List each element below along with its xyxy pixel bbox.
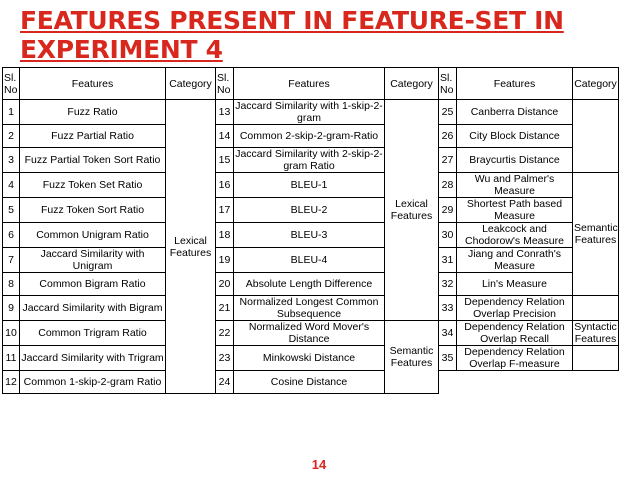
sl-no-cell: 8 [3, 273, 20, 296]
sl-no-cell: 33 [439, 296, 457, 321]
page-number: 14 [311, 457, 327, 472]
sl-no-cell: 3 [3, 148, 20, 173]
sl-no-cell: 34 [439, 321, 457, 346]
feature-cell: Fuzz Ratio [20, 100, 166, 125]
sl-no-cell: 24 [216, 371, 234, 394]
sl-no-cell: 32 [439, 273, 457, 296]
feature-cell: BLEU-1 [234, 173, 385, 198]
table-row [3, 371, 619, 394]
table-row [3, 248, 619, 273]
feature-cell: Fuzz Partial Ratio [20, 125, 166, 148]
header-features: Features [20, 68, 166, 100]
slide-title [20, 6, 620, 64]
sl-no-cell: 22 [216, 321, 234, 346]
feature-cell: Braycurtis Distance [457, 148, 573, 173]
category-cell-syntactic: Syntactic Features [574, 321, 617, 345]
category-cell-empty [573, 346, 619, 371]
table-row [3, 346, 619, 371]
sl-no-cell: 11 [3, 346, 20, 371]
sl-no-cell: 20 [216, 273, 234, 296]
feature-cell: BLEU-4 [234, 248, 385, 273]
category-cell-semantic: Semantic Features [385, 321, 439, 394]
sl-no-cell: 5 [3, 198, 20, 223]
header-sl-no: Sl. No [216, 68, 234, 100]
feature-cell: Fuzz Token Sort Ratio [20, 198, 166, 223]
header-features: Features [234, 68, 385, 100]
feature-cell: Fuzz Token Set Ratio [20, 173, 166, 198]
sl-no-cell: 13 [216, 100, 234, 125]
feature-cell: City Block Distance [457, 125, 573, 148]
table-row [3, 321, 619, 346]
feature-cell: Minkowski Distance [234, 346, 385, 371]
table-header-row [3, 68, 619, 100]
table-row [3, 173, 619, 198]
sl-no-cell: 26 [439, 125, 457, 148]
header-category: Category [573, 68, 619, 100]
sl-no-cell: 31 [439, 248, 457, 273]
sl-no-cell: 10 [3, 321, 20, 346]
category-cell-lexical: Lexical Features [385, 100, 439, 321]
feature-cell: BLEU-3 [234, 223, 385, 248]
category-cell-lexical: Lexical Features [166, 100, 216, 394]
feature-cell: Normalized Word Mover's Distance [234, 321, 385, 346]
feature-cell: Leakcock and Chodorow's Measure [457, 223, 573, 248]
feature-cell: Lin's Measure [457, 273, 573, 296]
feature-cell: BLEU-2 [234, 198, 385, 223]
sl-no-cell: 30 [439, 223, 457, 248]
feature-cell: Common 2-skip-2-gram-Ratio [234, 125, 385, 148]
feature-cell: Common Bigram Ratio [20, 273, 166, 296]
table-row [3, 296, 619, 321]
sl-no-cell: 17 [216, 198, 234, 223]
feature-cell: Jaccard Similarity with 2-skip-2-gram Ratio [235, 148, 383, 172]
feature-cell: Jiang and Conrath's Measure [457, 248, 573, 273]
feature-cell: Jaccard Similarity with Bigram [20, 296, 166, 321]
sl-no-cell: 23 [216, 346, 234, 371]
feature-cell: Jaccard Similarity with Unigram [20, 248, 166, 273]
sl-no-cell: 28 [439, 173, 457, 198]
header-features: Features [457, 68, 573, 100]
table-row [3, 198, 619, 223]
slide-title-line-1: FEATURES PRESENT IN FEATURE-SET IN [20, 6, 564, 35]
feature-cell: Absolute Length Difference [234, 273, 385, 296]
sl-no-cell: 18 [216, 223, 234, 248]
feature-cell: Jaccard Similarity with Trigram [20, 346, 166, 371]
table-row [3, 223, 619, 248]
feature-cell: Common 1-skip-2-gram Ratio [20, 371, 166, 394]
sl-no-cell: 12 [3, 371, 20, 394]
sl-no-cell: 29 [439, 198, 457, 223]
header-sl-no: Sl. No [439, 68, 457, 100]
sl-no-cell: 35 [439, 346, 457, 371]
feature-cell: Common Trigram Ratio [20, 321, 166, 346]
sl-no-cell: 7 [3, 248, 20, 273]
feature-cell: Dependency Relation Overlap Precision [457, 296, 573, 321]
feature-cell: Shortest Path based Measure [457, 198, 573, 223]
sl-no-cell: 14 [216, 125, 234, 148]
feature-cell: Dependency Relation Overlap F-measure [457, 346, 573, 371]
sl-no-cell: 15 [216, 148, 234, 173]
table-row [3, 148, 619, 173]
header-category: Category [385, 68, 439, 100]
feature-cell: Canberra Distance [457, 100, 573, 125]
sl-no-cell: 2 [3, 125, 20, 148]
sl-no-cell: 6 [3, 223, 20, 248]
sl-no-cell: 1 [3, 100, 20, 125]
feature-cell: Wu and Palmer's Measure [457, 173, 573, 198]
feature-cell: Jaccard Similarity with 1-skip-2-gram [235, 100, 383, 124]
sl-no-cell: 25 [439, 100, 457, 125]
feature-cell: Dependency Relation Overlap Recall [457, 321, 573, 346]
feature-cell: Normalized Longest Common Subsequence [234, 296, 385, 321]
table-row [3, 125, 619, 148]
category-cell-empty [573, 100, 619, 173]
features-table [2, 67, 619, 394]
feature-cell: Fuzz Partial Token Sort Ratio [20, 148, 166, 173]
header-category: Category [166, 68, 216, 100]
category-cell-semantic: Semantic Features [573, 173, 619, 296]
feature-cell: Common Unigram Ratio [20, 223, 166, 248]
table-row [3, 100, 619, 125]
sl-no-cell: 9 [3, 296, 20, 321]
feature-cell: Cosine Distance [234, 371, 385, 394]
table-row [3, 273, 619, 296]
header-sl-no: Sl. No [3, 68, 20, 100]
slide-title-line-2: EXPERIMENT 4 [20, 35, 223, 64]
sl-no-cell: 4 [3, 173, 20, 198]
sl-no-cell: 21 [216, 296, 234, 321]
sl-no-cell: 19 [216, 248, 234, 273]
sl-no-cell: 16 [216, 173, 234, 198]
sl-no-cell: 27 [439, 148, 457, 173]
